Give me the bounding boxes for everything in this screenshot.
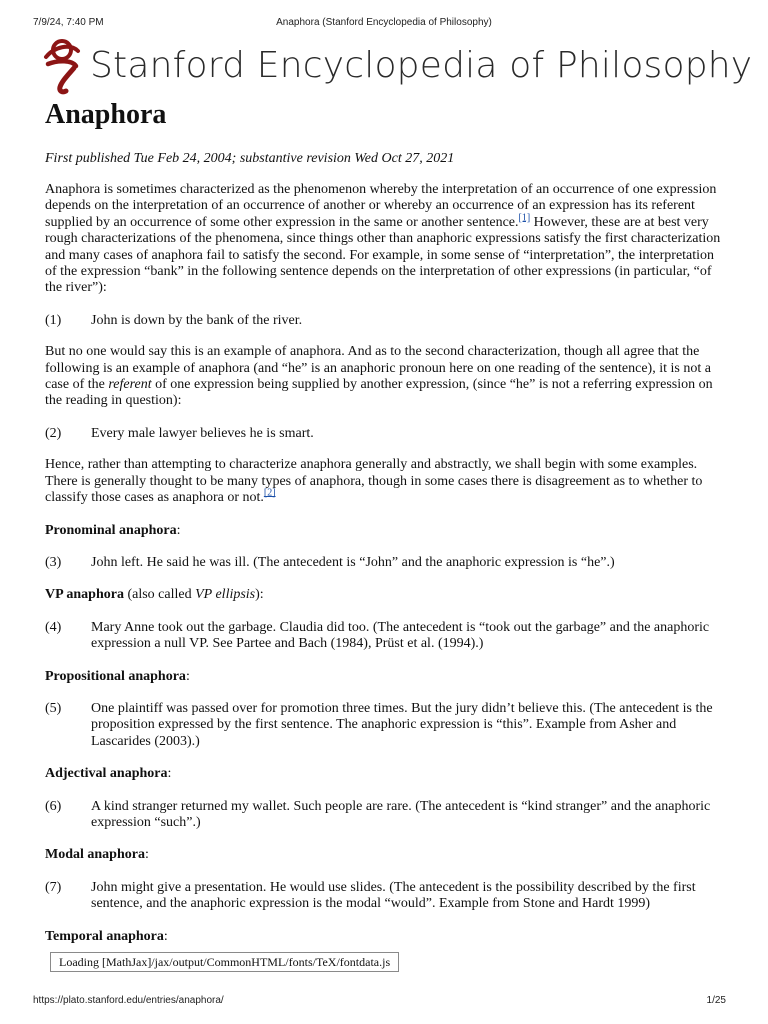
example-2 [45,426,725,442]
example-text: John left. He said he was ill. (The antecedent is “John” and the anaphoric expression is “he”.) [91,554,615,570]
example-4 [45,620,725,653]
example-text: One plaintiff was passed over for promotion three times. But the jury didn’t believe this. (The antecedent is the proposition expressed by the first sentence. The anaphoric expression is “this”. Example from Asher and Lascarides (2003).) [91,700,713,749]
example-text: John is down by the bank of the river. [91,312,303,328]
intro-paragraph: Anaphora is sometimes characterized as the phenomenon whereby the interpretation of an occurrence of one expression depends on the interpretation of an occurrence of another or whereby an occurrence of an expression has its referent supplied by an occurrence of some other expression in the same or another sentence.[1] However, these are at best very rough characterizations of the phenomena, since things other than anaphoric expressions satisfy the first characterization and many cases of anaphora fail to satisfy the second. For example, in some sense of “interpretation”, the interpretation of the expression “bank” in the following sentence depends on the interpretation of other expressions (in particular, “of the river”): [45,182,721,296]
heading-propositional-anaphora: Propositional anaphora: [45,668,190,684]
example-number: (4) [45,619,62,635]
example-text: John might give a presentation. He would use slides. (The antecedent is the possibility described by the first sentence, and the anaphoric expression is the modal “would”. Example from Stone and Hardt 1999) [91,879,696,912]
example-text: Mary Anne took out the garbage. Claudia did too. (The antecedent is “took out the garbage” and the anaphoric expression a null VP. See Partee and Bach (1984), Prüst et al. (1994).) [91,619,710,652]
example-3 [45,555,725,571]
article-title: Anaphora [45,99,167,130]
example-5 [45,701,725,750]
footnote-1-link[interactable]: [1] [518,212,531,224]
example-number: (2) [45,425,62,441]
example-text: A kind stranger returned my wallet. Such people are rare. (The antecedent is “kind stranger” and the anaphoric expression “such”.) [91,798,711,830]
print-url: https://plato.stanford.edu/entries/anaphora/ [33,995,224,1006]
example-number: (3) [45,554,62,570]
example-text: Every male lawyer believes he is smart. [91,425,314,441]
example-number: (6) [45,798,62,814]
example-number: (1) [45,312,62,328]
publication-info: First published Tue Feb 24, 2004; substantive revision Wed Oct 27, 2021 [45,151,455,166]
example-number: (5) [45,700,62,716]
heading-modal-anaphora: Modal anaphora: [45,847,149,863]
site-header[interactable] [40,36,752,96]
heading-pronominal-anaphora: Pronominal anaphora: [45,522,181,538]
print-page-title: Anaphora (Stanford Encyclopedia of Philosophy) [276,17,492,28]
site-title[interactable]: Stanford Encyclopedia of Philosophy [90,45,753,86]
heading-temporal-anaphora: Temporal anaphora: [45,928,168,944]
paragraph-3: Hence, rather than attempting to characterize anaphora generally and abstractly, we shall begin with some examples. There is generally thought to be many types of anaphora, though in some cases there is disagreement as to whether to classify those cases as anaphora or not.[2] [45,457,703,506]
mathjax-loading-status: Loading [MathJax]/jax/output/CommonHTML/fonts/TeX/fontdata.js [50,952,399,972]
heading-vp-anaphora: VP anaphora (also called VP ellipsis): [45,587,264,603]
example-7 [45,880,725,913]
paragraph-2: But no one would say this is an example of anaphora. And as to the second characterization, though all agree that the following is an example of anaphora (and “he” is an anaphoric pronoun here on one reading of the sentence), it is not a case of the referent of one expression being supplied by another expression, (since “he” is not a referring expression on the reading in question): [45,344,713,409]
article-body [45,96,725,945]
heading-adjectival-anaphora: Adjectival anaphora: [45,766,172,782]
print-datetime: 7/9/24, 7:40 PM [33,17,104,28]
print-page-number: 1/25 [706,995,726,1006]
sep-logo-icon[interactable] [40,37,84,95]
example-1 [45,313,725,329]
emphasis-referent: referent [108,377,152,393]
example-6 [45,799,725,832]
example-number: (7) [45,879,62,895]
footnote-2-link[interactable]: [2] [263,487,276,499]
